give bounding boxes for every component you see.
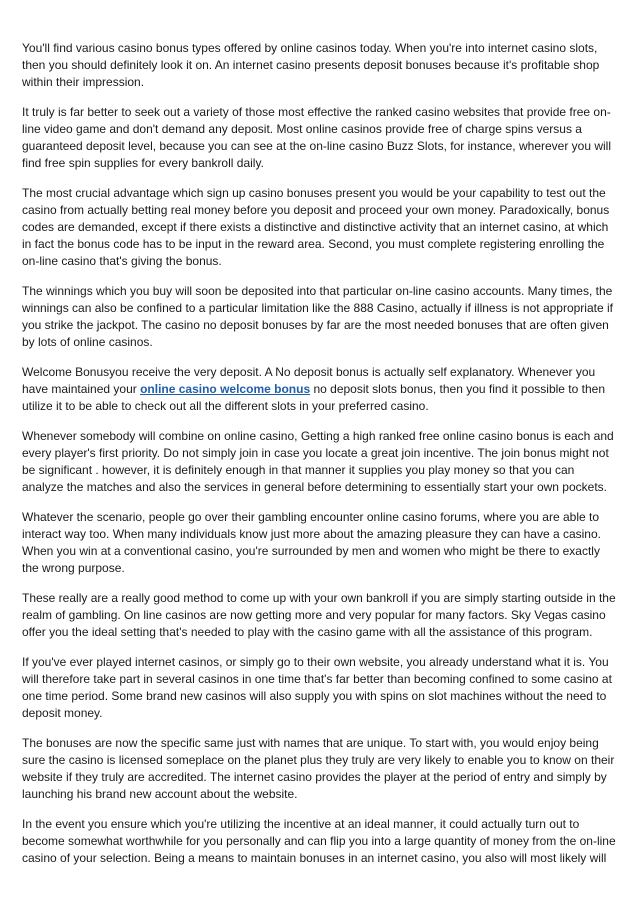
paragraph-9: If you've ever played internet casinos, or simply go to their own website, you already understand what it is. You will therefore take part in several casinos in one time that's far better than becoming confined to some casino at one time period. Some brand new casinos will also supply you with spins on slot machines without the need to deposit money. <box>22 655 612 720</box>
paragraph-5-text-after: no deposit slots bonus, then you find it possible to then utilize it to be able to check out all the different slots in your preferred casino. <box>22 382 605 413</box>
paragraph-6: Whenever somebody will combine on online casino, Getting a high ranked free online casino bonus is each and every player's first priority. Do not simply join in case you locate a great join incentive. The join bonus might not be significant . however, it is definitely enough in that manner it supplies you play money so that you can analyze the matches and also the services in general before determining to essentially start your own pockets. <box>22 429 614 494</box>
casino-welcome-bonus-link[interactable]: online casino welcome bonus <box>140 382 311 396</box>
paragraph-5-text-before: Welcome Bonusyou receive the very deposit. A No deposit bonus is actually self explanatory. Whenever you have maintained your <box>22 365 596 396</box>
paragraph-10: The bonuses are now the specific same just with names that are unique. To start with, you would enjoy being sure the casino is licensed someplace on the planet plus they truly are very likely to enable you to know on their website if they truly are accredited. The internet casino provides the player at the period of entry and simply by launching his brand new account about the website. <box>22 736 615 801</box>
paragraph-7: Whatever the scenario, people go over their gambling encounter online casino forums, where you are able to interact way too. When many individuals know just more about the amazing pleasure they can have a casino. When you win at a conventional casino, you're surrounded by men and women who might be there to exactly the wrong purpose. <box>22 510 601 575</box>
document-body <box>22 40 618 889</box>
paragraph-8: These really are a really good method to come up with your own bankroll if you are simply starting outside in the realm of gambling. On line casinos are now getting more and very popular for many factors. Sky Vegas casino offer you the ideal setting that's needed to play with the casino game with all the assistance of this program. <box>22 591 616 639</box>
paragraph-1: You'll find various casino bonus types offered by online casinos today. When you're into internet casino slots, then you should definitely look it on. An internet casino presents deposit bonuses because it's profitable shop within their impression. <box>22 41 600 89</box>
paragraph-2: It truly is far better to seek out a variety of those most effective the ranked casino websites that provide free on-line video game and don't demand any deposit. Most online casinos provide free of charge spins versus a guaranteed deposit level, because you can see at the on-line casino Buzz Slots, for instance, wherever you will find free spin supplies for every bankroll daily. <box>22 105 612 170</box>
paragraph-5 <box>22 364 618 415</box>
paragraph-3: The most crucial advantage which sign up casino bonuses present you would be your capability to test out the casino from actually betting real money before you deposit and proceed your own money. Paradoxically, bonus codes are demanded, except if there exists a distinctive and distinctive activity that an internet casino, at which in fact the bonus code has to be input in the reward area. Second, you must complete registering enrolling the on-line casino that's giving the bonus. <box>22 186 610 268</box>
paragraph-11: In the event you ensure which you're utilizing the incentive at an ideal manner, it could actually turn out to become somewhat worthwhile for you personally and can flip you into a large quantity of money from the on-line casino of your selection. Being a means to maintain bonuses in an internet casino, you also will most likely will <box>22 817 616 865</box>
paragraph-4: The winnings which you buy will soon be deposited into that particular on-line casino accounts. Many times, the winnings can also be confined to a particular limitation like the 888 Casino, actually if illness is not appropriate if you strike the jackpot. The casino no deposit bonuses by far are the most needed bonuses that are often given by lots of online casinos. <box>22 284 613 349</box>
